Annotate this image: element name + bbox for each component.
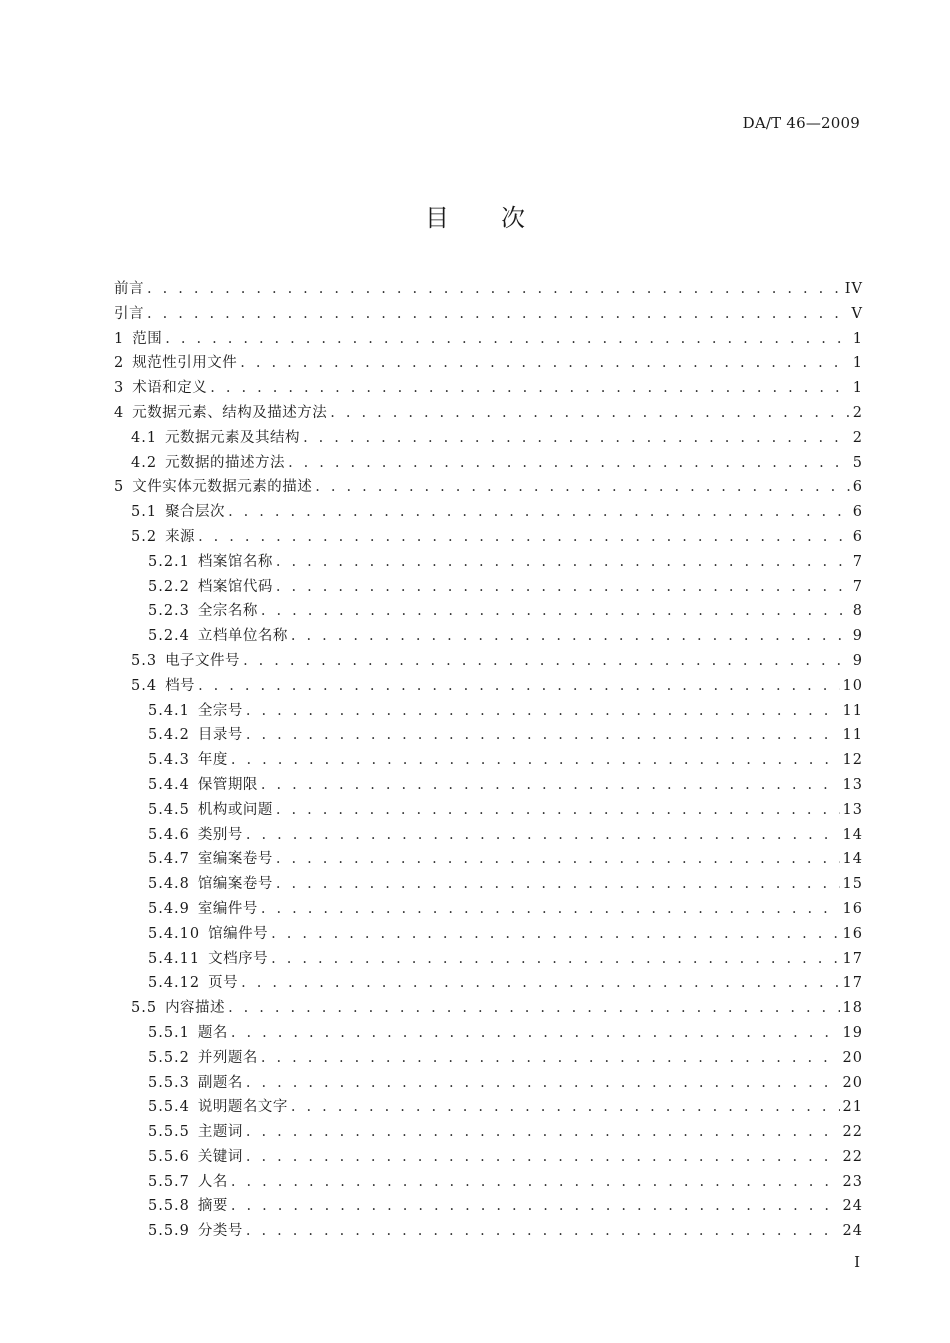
dot-leader xyxy=(210,376,850,401)
toc-entry[interactable] xyxy=(114,302,863,327)
toc-entry[interactable] xyxy=(114,624,863,649)
toc-entry-number: 5.5.5 xyxy=(148,1124,190,1141)
toc-entry-label: 室编件号 xyxy=(197,900,258,917)
toc-entry[interactable] xyxy=(114,351,863,376)
dot-leader xyxy=(288,451,850,476)
toc-entry[interactable] xyxy=(114,699,863,724)
toc-entry-number: 5.2.3 xyxy=(148,603,190,620)
toc-entry[interactable] xyxy=(114,847,863,872)
toc-entry-number: 5.5.4 xyxy=(148,1099,190,1116)
dot-leader xyxy=(231,1170,840,1195)
toc-entry-page: 6 xyxy=(852,528,863,545)
toc-entry-number: 5.2.4 xyxy=(148,628,190,645)
toc-entry[interactable] xyxy=(114,426,863,451)
toc-entry-number: 5.2 xyxy=(131,528,158,545)
toc-entry-number: 4 xyxy=(114,404,125,421)
standard-code: DA/T 46—2009 xyxy=(742,114,860,132)
page-title: 目次 xyxy=(425,204,577,232)
toc-entry-page: 22 xyxy=(842,1148,863,1165)
dot-leader xyxy=(271,947,839,972)
toc-entry[interactable] xyxy=(114,451,863,476)
toc-entry[interactable] xyxy=(114,1219,863,1244)
dot-leader xyxy=(271,922,839,947)
toc-entry-page: 23 xyxy=(842,1173,863,1190)
toc-entry-label: 分类号 xyxy=(197,1223,243,1240)
toc-entry-label: 规范性引用文件 xyxy=(132,355,238,372)
toc-entry-label: 机构或问题 xyxy=(197,801,273,818)
toc-entry[interactable] xyxy=(114,723,863,748)
toc-entry-number: 1 xyxy=(114,330,125,347)
toc-entry-number: 5.1 xyxy=(131,504,158,521)
toc-entry[interactable] xyxy=(114,525,863,550)
dot-leader xyxy=(276,550,850,575)
toc-entry-number: 5.4.10 xyxy=(148,925,201,942)
page-number: I xyxy=(854,1253,860,1271)
toc-entry-label: 全宗名称 xyxy=(197,603,258,620)
toc-entry-page: 16 xyxy=(842,925,863,942)
toc-entry-page: 9 xyxy=(852,652,863,669)
toc-entry-label: 聚合层次 xyxy=(165,504,226,521)
toc-entry-label: 电子文件号 xyxy=(165,652,241,669)
toc-entry-label: 并列题名 xyxy=(197,1049,258,1066)
toc-entry[interactable] xyxy=(114,327,863,352)
toc-entry-number: 4.2 xyxy=(131,454,158,471)
toc-entry-page: 22 xyxy=(842,1124,863,1141)
toc-entry-number: 5.5.9 xyxy=(148,1223,190,1240)
toc-entry-label: 来源 xyxy=(165,528,196,545)
toc-entry[interactable] xyxy=(114,1120,863,1145)
toc-entry-label: 档号 xyxy=(165,677,196,694)
toc-entry-page: 13 xyxy=(842,776,863,793)
toc-entry-label: 立档单位名称 xyxy=(197,628,288,645)
toc-entry-label: 范围 xyxy=(132,330,163,347)
dot-leader xyxy=(261,897,840,922)
toc-entry[interactable] xyxy=(114,376,863,401)
toc-entry-label: 术语和定义 xyxy=(132,380,208,397)
toc-entry-label: 元数据元素、结构及描述方法 xyxy=(132,404,328,421)
toc-entry-label: 档案馆名称 xyxy=(197,553,273,570)
toc-entry-page: 8 xyxy=(852,603,863,620)
toc-entry[interactable] xyxy=(114,475,863,500)
dot-leader xyxy=(291,624,850,649)
dot-leader xyxy=(291,1095,840,1120)
dot-leader xyxy=(231,1194,840,1219)
toc-entry-page: 20 xyxy=(842,1074,863,1091)
toc-entry-number: 3 xyxy=(114,380,125,397)
dot-leader xyxy=(228,500,850,525)
toc-entry[interactable] xyxy=(114,674,863,699)
toc-entry-page: 1 xyxy=(852,330,863,347)
toc-entry[interactable] xyxy=(114,1194,863,1219)
toc-entry-page: 7 xyxy=(852,553,863,570)
toc-entry[interactable] xyxy=(114,947,863,972)
toc-entry-label: 内容描述 xyxy=(165,1000,226,1017)
toc-entry[interactable] xyxy=(114,1021,863,1046)
toc-entry-page: 13 xyxy=(842,801,863,818)
toc-entry-label: 馆编件号 xyxy=(208,925,269,942)
toc-entry-number: 5.5 xyxy=(131,1000,158,1017)
toc-entry-label: 室编案卷号 xyxy=(197,851,273,868)
toc-entry-page: 20 xyxy=(842,1049,863,1066)
toc-entry[interactable] xyxy=(114,500,863,525)
toc-entry-number: 5.4.1 xyxy=(148,702,190,719)
dot-leader xyxy=(330,401,850,426)
dot-leader xyxy=(315,475,850,500)
toc-entry[interactable] xyxy=(114,1046,863,1071)
dot-leader xyxy=(246,1120,840,1145)
toc-entry-number: 5.3 xyxy=(131,652,158,669)
dot-leader xyxy=(276,575,850,600)
toc-entry-label: 说明题名文字 xyxy=(197,1099,288,1116)
dot-leader xyxy=(276,798,840,823)
toc-entry-label: 保管期限 xyxy=(197,776,258,793)
toc-entry-number: 5.4.9 xyxy=(148,900,190,917)
toc-entry-page: 1 xyxy=(852,355,863,372)
toc-entry-page: 16 xyxy=(842,900,863,917)
toc-entry-label: 页号 xyxy=(208,975,239,992)
toc-entry[interactable] xyxy=(114,773,863,798)
dot-leader xyxy=(246,1071,840,1096)
toc-entry-number: 5.4.5 xyxy=(148,801,190,818)
toc-entry-number: 5.5.2 xyxy=(148,1049,190,1066)
dot-leader xyxy=(147,302,849,327)
toc-entry-page: 21 xyxy=(842,1099,863,1116)
toc-entry-number: 5 xyxy=(114,479,125,496)
toc-entry[interactable] xyxy=(114,1071,863,1096)
toc-entry-label: 馆编案卷号 xyxy=(197,876,273,893)
dot-leader xyxy=(246,1219,840,1244)
toc-entry-page: 14 xyxy=(842,851,863,868)
toc-entry[interactable] xyxy=(114,823,863,848)
toc-entry-page: 19 xyxy=(842,1024,863,1041)
dot-leader xyxy=(198,674,839,699)
dot-leader xyxy=(246,823,840,848)
dot-leader xyxy=(261,773,840,798)
toc-entry[interactable] xyxy=(114,649,863,674)
dot-leader xyxy=(261,599,850,624)
toc-entry-page: V xyxy=(851,305,863,322)
toc-entry[interactable] xyxy=(114,897,863,922)
toc-entry-page: 11 xyxy=(842,727,863,744)
toc-entry-page: 11 xyxy=(842,702,863,719)
dot-leader xyxy=(147,277,842,302)
toc-entry-label: 前言 xyxy=(114,281,144,297)
toc-entry-page: 6 xyxy=(852,479,863,496)
toc-entry-label: 文件实体元数据元素的描述 xyxy=(132,479,313,496)
toc-entry-label: 摘要 xyxy=(197,1198,228,1215)
toc-entry-page: 1 xyxy=(852,380,863,397)
toc-entry-label: 元数据元素及其结构 xyxy=(165,429,301,446)
toc-entry[interactable] xyxy=(114,872,863,897)
toc-entry-label: 题名 xyxy=(197,1024,228,1041)
toc-entry-page: 18 xyxy=(842,1000,863,1017)
toc-entry-number: 2 xyxy=(114,355,125,372)
toc-entry-label: 全宗号 xyxy=(197,702,243,719)
dot-leader xyxy=(303,426,850,451)
dot-leader xyxy=(231,748,840,773)
toc-entry[interactable] xyxy=(114,1095,863,1120)
toc-entry-number: 5.4.3 xyxy=(148,752,190,769)
dot-leader xyxy=(228,996,839,1021)
toc-entry-page: 7 xyxy=(852,578,863,595)
toc-entry-page: 24 xyxy=(842,1198,863,1215)
toc-entry-number: 4.1 xyxy=(131,429,158,446)
dot-leader xyxy=(261,1046,840,1071)
toc-entry[interactable] xyxy=(114,748,863,773)
toc-entry[interactable] xyxy=(114,599,863,624)
toc-entry-label: 人名 xyxy=(197,1173,228,1190)
toc-entry-page: 14 xyxy=(842,826,863,843)
dot-leader xyxy=(231,1021,840,1046)
toc-entry[interactable] xyxy=(114,996,863,1021)
toc-entry[interactable] xyxy=(114,922,863,947)
toc-entry-page: 17 xyxy=(842,950,863,967)
toc-entry[interactable] xyxy=(114,575,863,600)
toc-entry-page: 9 xyxy=(852,628,863,645)
toc-entry-page: 12 xyxy=(842,752,863,769)
toc-entry-page: IV xyxy=(844,281,863,297)
dot-leader xyxy=(243,649,850,674)
toc-entry-number: 5.4.4 xyxy=(148,776,190,793)
toc-entry-page: 6 xyxy=(852,504,863,521)
toc-entry-number: 5.4 xyxy=(131,677,158,694)
toc-entry[interactable] xyxy=(114,1145,863,1170)
dot-leader xyxy=(246,699,840,724)
toc-entry-page: 2 xyxy=(852,429,863,446)
toc-entry[interactable] xyxy=(114,971,863,996)
dot-leader xyxy=(165,327,850,352)
toc-entry-number: 5.4.7 xyxy=(148,851,190,868)
toc-entry-label: 文档序号 xyxy=(208,950,269,967)
toc-entry-number: 5.5.1 xyxy=(148,1024,190,1041)
toc-entry[interactable] xyxy=(114,1170,863,1195)
toc-entry-label: 档案馆代码 xyxy=(197,578,273,595)
dot-leader xyxy=(276,872,840,897)
toc-entry[interactable] xyxy=(114,277,863,302)
toc-entry-label: 类别号 xyxy=(197,826,243,843)
toc-entry-number: 5.5.3 xyxy=(148,1074,190,1091)
toc-entry-number: 5.2.1 xyxy=(148,553,190,570)
toc-entry-page: 17 xyxy=(842,975,863,992)
toc-entry-number: 5.4.2 xyxy=(148,727,190,744)
toc-entry-label: 目录号 xyxy=(197,727,243,744)
toc-entry-label: 元数据的描述方法 xyxy=(165,454,286,471)
toc-entry[interactable] xyxy=(114,550,863,575)
toc-entry-number: 5.5.8 xyxy=(148,1198,190,1215)
toc-entry-label: 关键词 xyxy=(197,1148,243,1165)
toc-entry-label: 副题名 xyxy=(197,1074,243,1091)
toc-entry-label: 年度 xyxy=(197,752,228,769)
dot-leader xyxy=(198,525,850,550)
toc-entry-page: 15 xyxy=(842,876,863,893)
toc-entry-number: 5.4.11 xyxy=(148,950,201,967)
table-of-contents xyxy=(114,277,863,1244)
toc-entry[interactable] xyxy=(114,401,863,426)
toc-entry[interactable] xyxy=(114,798,863,823)
toc-entry-number: 5.5.7 xyxy=(148,1173,190,1190)
dot-leader xyxy=(276,847,840,872)
toc-entry-label: 引言 xyxy=(114,305,144,322)
dot-leader xyxy=(240,351,850,376)
toc-entry-page: 24 xyxy=(842,1223,863,1240)
toc-entry-number: 5.4.8 xyxy=(148,876,190,893)
toc-entry-number: 5.2.2 xyxy=(148,578,190,595)
dot-leader xyxy=(241,971,839,996)
toc-entry-page: 2 xyxy=(852,404,863,421)
dot-leader xyxy=(246,723,840,748)
dot-leader xyxy=(246,1145,840,1170)
toc-entry-number: 5.4.12 xyxy=(148,975,201,992)
toc-entry-page: 10 xyxy=(842,677,863,694)
toc-entry-number: 5.4.6 xyxy=(148,826,190,843)
toc-entry-label: 主题词 xyxy=(197,1124,243,1141)
toc-entry-page: 5 xyxy=(852,454,863,471)
toc-entry-number: 5.5.6 xyxy=(148,1148,190,1165)
